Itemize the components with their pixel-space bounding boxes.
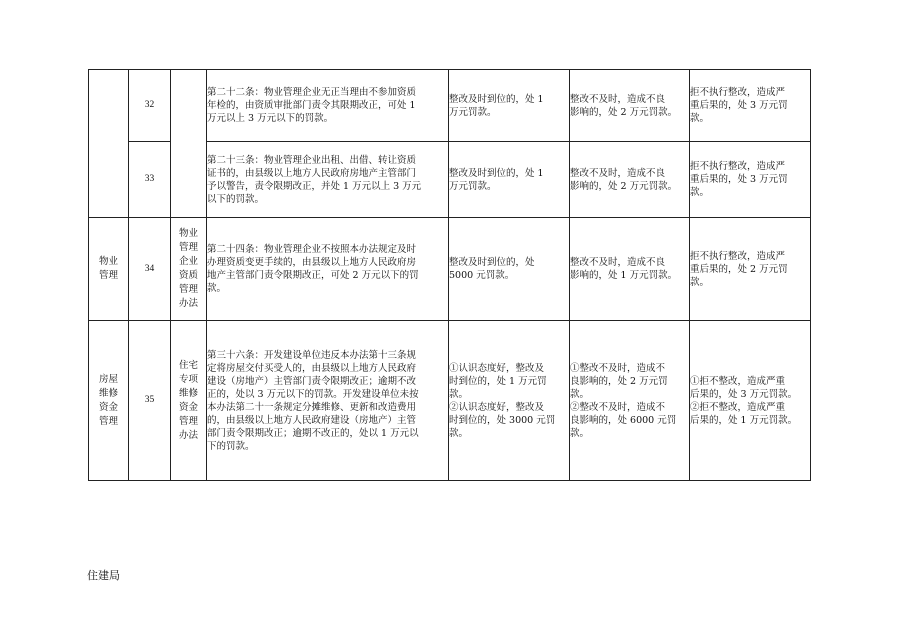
serious-penalty-text: ①拒不整改，造成严重 后果的，处 3 万元罚款。 ②拒不整改，造成严重 后果的，处 1 万元罚款。 bbox=[690, 375, 798, 426]
legal-basis-label: 物业 管理 企业 资质 管理 办法 bbox=[178, 228, 198, 309]
category-cell bbox=[89, 70, 129, 218]
light-penalty-text: 整改及时到位的，处 1 万元罚款。 bbox=[449, 93, 544, 118]
category-cell bbox=[89, 321, 129, 481]
table-row bbox=[89, 321, 811, 481]
serious-penalty-cell bbox=[690, 321, 811, 481]
serious-penalty-text: 拒不执行整改，造成严 重后果的，处 2 万元罚 款。 bbox=[690, 250, 788, 288]
category-label: 物业 管理 bbox=[98, 256, 118, 281]
clause-text: 第三十六条：开发建设单位违反本办法第十三条规 定将房屋交付买受人的，由县级以上地方人民政府 建设（房地产）主管部门责令限期改正；逾期不改 正的，处以 3 万元以下的罚款。开发建设单位未按 本办法第二十一条规定分摊维修、更新和改造费用 的，由县级以上地方人民政府建设（房地产）主管 部门责令限期改正；逾期不改正的，处以 1 万元以 下的罚款。 bbox=[207, 349, 419, 452]
clause-text: 第二十二条：物业管理企业无正当理由不参加资质 年检的，由资质审批部门责令其限期改正，可处 1 万元以上 3 万元以下的罚款。 bbox=[207, 87, 417, 124]
light-penalty-text: 整改及时到位的，处 1 万元罚款。 bbox=[449, 167, 544, 192]
clause-cell bbox=[207, 142, 449, 218]
clause-cell bbox=[207, 70, 449, 142]
general-penalty-cell bbox=[570, 142, 690, 218]
general-penalty-cell bbox=[570, 321, 690, 481]
serious-penalty-cell bbox=[690, 142, 811, 218]
legal-basis-cell bbox=[171, 218, 207, 321]
penalty-standards-table bbox=[88, 69, 811, 481]
category-cell bbox=[89, 218, 129, 321]
serious-penalty-text: 拒不执行整改，造成严 重后果的，处 3 万元罚 款。 bbox=[690, 87, 788, 124]
table-row bbox=[89, 70, 811, 142]
clause-text: 第二十四条：物业管理企业不按照本办法规定及时 办理资质变更手续的，由县级以上地方人民政府房 地产主管部门责令限期改正，可处 2 万元以下的罚 款。 bbox=[207, 244, 419, 294]
item-number: 35 bbox=[129, 321, 171, 481]
clause-cell bbox=[207, 321, 449, 481]
general-penalty-cell bbox=[570, 70, 690, 142]
legal-basis-cell bbox=[171, 321, 207, 481]
general-penalty-text: ①整改不及时，造成不 良影响的，处 2 万元罚 款。 ②整改不及时，造成不 良影响的，处 6000 元罚 款。 bbox=[570, 362, 677, 439]
legal-basis-label: 住宅 专项 维修 资金 管理 办法 bbox=[178, 359, 198, 441]
item-number: 33 bbox=[129, 142, 171, 218]
legal-basis-cell bbox=[171, 70, 207, 218]
item-number: 32 bbox=[129, 70, 171, 142]
department-footer: 住建局 bbox=[87, 569, 120, 582]
serious-penalty-cell bbox=[690, 218, 811, 321]
light-penalty-cell bbox=[449, 142, 570, 218]
light-penalty-cell bbox=[449, 321, 570, 481]
light-penalty-cell bbox=[449, 70, 570, 142]
item-number: 34 bbox=[129, 218, 171, 321]
serious-penalty-text: 拒不执行整改，造成严 重后果的，处 3 万元罚 款。 bbox=[690, 161, 788, 198]
general-penalty-cell bbox=[570, 218, 690, 321]
light-penalty-cell bbox=[449, 218, 570, 321]
category-label: 房屋 维修 资金 管理 bbox=[98, 373, 118, 427]
serious-penalty-cell bbox=[690, 70, 811, 142]
general-penalty-text: 整改不及时，造成不良 影响的，处 2 万元罚款。 bbox=[570, 93, 678, 118]
clause-cell bbox=[207, 218, 449, 321]
table-row bbox=[89, 218, 811, 321]
general-penalty-text: 整改不及时，造成不良 影响的，处 2 万元罚款。 bbox=[570, 167, 678, 192]
clause-text: 第二十三条：物业管理企业出租、出借、转让资质 证书的，由县级以上地方人民政府房地产主管部门 予以警告，责令限期改正，并处 1 万元以上 3 万元 以下的罚款。 bbox=[207, 154, 422, 205]
general-penalty-text: 整改不及时，造成不良 影响的，处 1 万元罚款。 bbox=[570, 257, 678, 281]
light-penalty-text: ①认识态度好，整改及 时到位的，处 1 万元罚 款。 ②认识态度好，整改及 时到位的，处 3000 元罚 款。 bbox=[449, 362, 556, 439]
light-penalty-text: 整改及时到位的，处 5000 元罚款。 bbox=[449, 257, 535, 281]
